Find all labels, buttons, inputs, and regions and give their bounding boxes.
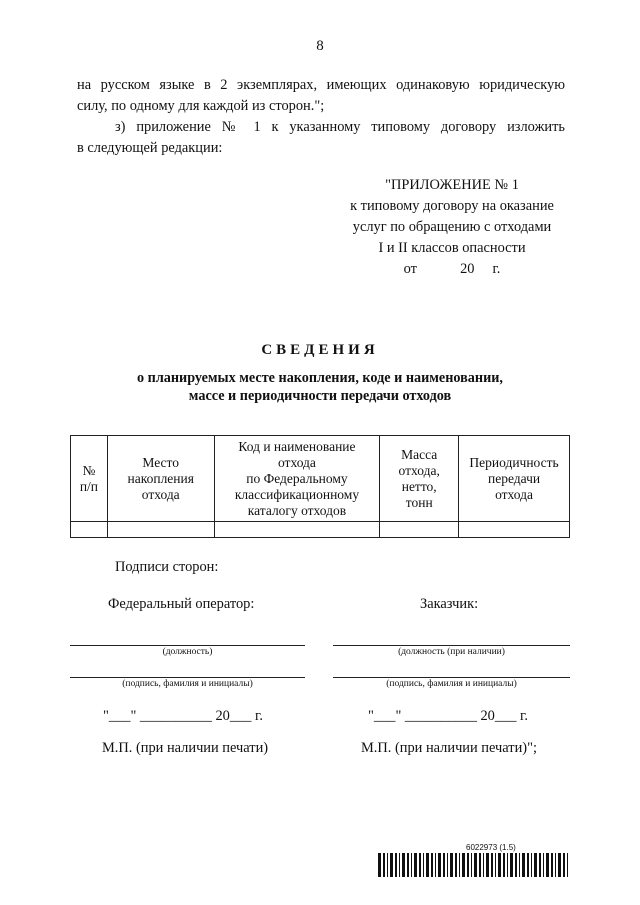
paragraph-amendment xyxy=(77,117,565,159)
column-header-frequency: Периодичность передачи отхода xyxy=(459,436,570,522)
paragraph-continuation xyxy=(77,75,565,117)
appendix-date-line: от 20 г. xyxy=(403,261,501,277)
document-subtitle xyxy=(0,369,640,405)
page-number: 8 xyxy=(316,38,324,54)
appendix-header xyxy=(330,175,574,280)
paragraph-line: силу, по одному для каждой из сторон."; xyxy=(77,98,325,114)
signature-line xyxy=(70,677,305,678)
signature-line xyxy=(333,677,570,678)
date-field: "___" __________ 20___ г. xyxy=(103,708,263,724)
position-caption: (должность) xyxy=(162,647,213,657)
appendix-line: к типовому договору на оказание xyxy=(350,198,554,214)
table-cell xyxy=(71,522,108,538)
column-header-code: Код и наименование отхода по Федеральному классификационному каталогу отходов xyxy=(214,436,380,522)
position-caption: (должность (при наличии) xyxy=(398,647,505,657)
appendix-line: услуг по обращению с отходами xyxy=(352,219,552,235)
signature-caption: (подпись, фамилия и инициалы) xyxy=(386,679,517,689)
paragraph-line: з) приложение № 1 к указанному типовому договору изложить xyxy=(115,119,565,135)
appendix-title: "ПРИЛОЖЕНИЕ № 1 xyxy=(385,177,519,193)
paragraph-line: в следующей редакции: xyxy=(77,140,223,156)
signature-line xyxy=(70,645,305,646)
party-federal-operator: Федеральный оператор: xyxy=(108,596,255,612)
barcode-number: 6022973 (1.5) xyxy=(466,843,516,852)
date-field: "___" __________ 20___ г. xyxy=(368,708,528,724)
table-cell xyxy=(107,522,214,538)
paragraph-line: на русском языке в 2 экземплярах, имеющих одинаковую юридическую xyxy=(77,77,565,93)
column-header-mass: Масса отхода, нетто, тонн xyxy=(380,436,459,522)
signatures-heading: Подписи сторон: xyxy=(115,559,219,575)
barcode-image xyxy=(378,853,572,877)
table-cell xyxy=(214,522,380,538)
signature-caption: (подпись, фамилия и инициалы) xyxy=(122,679,253,689)
table-cell xyxy=(380,522,459,538)
table-header-row xyxy=(71,436,570,522)
column-header-number: № п/п xyxy=(71,436,108,522)
signature-line xyxy=(333,645,570,646)
subtitle-line: о планируемых месте накопления, коде и наименовании, xyxy=(137,370,503,386)
column-header-place: Место накопления отхода xyxy=(107,436,214,522)
subtitle-line: массе и периодичности передачи отходов xyxy=(188,388,452,404)
table-row xyxy=(71,522,570,538)
appendix-line: I и II классов опасности xyxy=(378,240,526,256)
seal-note: М.П. (при наличии печати) xyxy=(102,740,269,756)
waste-info-table xyxy=(70,435,570,538)
party-customer: Заказчик: xyxy=(420,596,479,612)
seal-note: М.П. (при наличии печати)"; xyxy=(361,740,537,756)
table-cell xyxy=(459,522,570,538)
document-title: СВЕДЕНИЯ xyxy=(261,342,379,358)
